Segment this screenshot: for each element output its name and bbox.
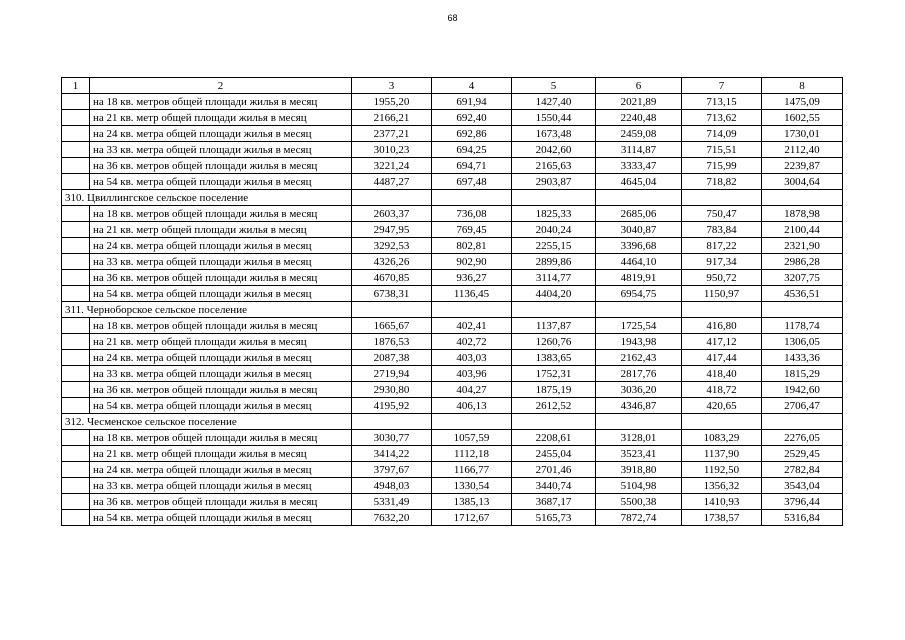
value-cell: 1306,05 (762, 334, 843, 350)
value-cell: 1602,55 (762, 110, 843, 126)
value-cell: 3128,01 (596, 430, 682, 446)
row-index-cell (62, 238, 90, 254)
value-cell: 2087,38 (352, 350, 432, 366)
column-header: 1 (62, 78, 90, 94)
value-cell: 3396,68 (596, 238, 682, 254)
table-row (62, 142, 843, 158)
value-cell: 715,99 (682, 158, 762, 174)
row-label: на 24 кв. метра общей площади жилья в месяц (90, 350, 352, 366)
value-cell: 4346,87 (596, 398, 682, 414)
value-cell: 694,71 (432, 158, 512, 174)
value-cell: 750,47 (682, 206, 762, 222)
row-label: на 21 кв. метр общей площади жилья в месяц (90, 222, 352, 238)
table-row (62, 430, 843, 446)
table-row (62, 510, 843, 526)
value-cell: 3004,64 (762, 174, 843, 190)
row-index-cell (62, 366, 90, 382)
table-row (62, 334, 843, 350)
value-cell: 1112,18 (432, 446, 512, 462)
row-index-cell (62, 494, 90, 510)
section-title: 312. Чесменское сельское поселение (62, 414, 352, 430)
value-cell: 1752,31 (512, 366, 596, 382)
value-cell: 2042,60 (512, 142, 596, 158)
row-label: на 18 кв. метров общей площади жилья в месяц (90, 318, 352, 334)
value-cell: 817,22 (682, 238, 762, 254)
value-cell: 5104,98 (596, 478, 682, 494)
row-label: на 24 кв. метра общей площади жилья в месяц (90, 238, 352, 254)
table-row (62, 206, 843, 222)
row-index-cell (62, 126, 90, 142)
value-cell: 1665,67 (352, 318, 432, 334)
value-cell: 1137,87 (512, 318, 596, 334)
value-cell: 917,34 (682, 254, 762, 270)
value-cell: 2701,46 (512, 462, 596, 478)
value-cell: 769,45 (432, 222, 512, 238)
section-row (62, 302, 843, 318)
table-row (62, 126, 843, 142)
empty-cell (682, 190, 762, 206)
value-cell: 1955,20 (352, 94, 432, 110)
row-index-cell (62, 222, 90, 238)
value-cell: 2782,84 (762, 462, 843, 478)
empty-cell (762, 302, 843, 318)
value-cell: 402,41 (432, 318, 512, 334)
value-cell: 7632,20 (352, 510, 432, 526)
value-cell: 1876,53 (352, 334, 432, 350)
value-cell: 3036,20 (596, 382, 682, 398)
value-cell: 3221,24 (352, 158, 432, 174)
row-index-cell (62, 158, 90, 174)
row-index-cell (62, 254, 90, 270)
empty-cell (352, 190, 432, 206)
value-cell: 692,40 (432, 110, 512, 126)
table-row (62, 366, 843, 382)
row-label: на 36 кв. метров общей площади жилья в месяц (90, 270, 352, 286)
value-cell: 1712,67 (432, 510, 512, 526)
empty-cell (432, 190, 512, 206)
value-cell: 4536,51 (762, 286, 843, 302)
column-header: 5 (512, 78, 596, 94)
table-row (62, 174, 843, 190)
value-cell: 418,72 (682, 382, 762, 398)
value-cell: 1730,01 (762, 126, 843, 142)
value-cell: 718,82 (682, 174, 762, 190)
value-cell: 1136,45 (432, 286, 512, 302)
empty-cell (682, 414, 762, 430)
table-row (62, 270, 843, 286)
row-index-cell (62, 398, 90, 414)
value-cell: 3440,74 (512, 478, 596, 494)
row-label: на 24 кв. метра общей площади жилья в месяц (90, 126, 352, 142)
table-row (62, 446, 843, 462)
empty-cell (596, 302, 682, 318)
value-cell: 4819,91 (596, 270, 682, 286)
value-cell: 4645,04 (596, 174, 682, 190)
value-cell: 1260,76 (512, 334, 596, 350)
row-label: на 24 кв. метра общей площади жилья в месяц (90, 462, 352, 478)
value-cell: 2459,08 (596, 126, 682, 142)
value-cell: 1150,97 (682, 286, 762, 302)
table-row (62, 254, 843, 270)
column-header: 7 (682, 78, 762, 94)
value-cell: 2529,45 (762, 446, 843, 462)
value-cell: 2455,04 (512, 446, 596, 462)
value-cell: 1166,77 (432, 462, 512, 478)
value-cell: 4948,03 (352, 478, 432, 494)
page-number: 68 (447, 13, 458, 23)
column-header-row (62, 78, 843, 94)
row-index-cell (62, 270, 90, 286)
value-cell: 2930,80 (352, 382, 432, 398)
column-header: 2 (90, 78, 352, 94)
value-cell: 406,13 (432, 398, 512, 414)
empty-cell (762, 190, 843, 206)
table-body (62, 78, 843, 526)
value-cell: 2719,94 (352, 366, 432, 382)
value-cell: 1878,98 (762, 206, 843, 222)
table-row (62, 158, 843, 174)
row-label: на 36 кв. метров общей площади жилья в месяц (90, 382, 352, 398)
value-cell: 1825,33 (512, 206, 596, 222)
value-cell: 3030,77 (352, 430, 432, 446)
value-cell: 2706,47 (762, 398, 843, 414)
row-index-cell (62, 430, 90, 446)
table-row (62, 286, 843, 302)
empty-cell (512, 190, 596, 206)
value-cell: 2377,21 (352, 126, 432, 142)
value-cell: 403,03 (432, 350, 512, 366)
row-index-cell (62, 174, 90, 190)
value-cell: 1875,19 (512, 382, 596, 398)
value-cell: 2166,21 (352, 110, 432, 126)
value-cell: 2240,48 (596, 110, 682, 126)
section-row (62, 190, 843, 206)
value-cell: 2239,87 (762, 158, 843, 174)
value-cell: 2162,43 (596, 350, 682, 366)
table-row (62, 350, 843, 366)
row-label: на 33 кв. метра общей площади жилья в месяц (90, 254, 352, 270)
value-cell: 3797,67 (352, 462, 432, 478)
section-title: 311. Черноборское сельское поселение (62, 302, 352, 318)
value-cell: 1943,98 (596, 334, 682, 350)
row-index-cell (62, 382, 90, 398)
value-cell: 6954,75 (596, 286, 682, 302)
value-cell: 2100,44 (762, 222, 843, 238)
column-header: 4 (432, 78, 512, 94)
value-cell: 2208,61 (512, 430, 596, 446)
row-label: на 54 кв. метра общей площади жилья в месяц (90, 510, 352, 526)
section-row (62, 414, 843, 430)
row-index-cell (62, 478, 90, 494)
value-cell: 3687,17 (512, 494, 596, 510)
row-index-cell (62, 286, 90, 302)
value-cell: 416,80 (682, 318, 762, 334)
empty-cell (596, 414, 682, 430)
row-label: на 36 кв. метров общей площади жилья в месяц (90, 494, 352, 510)
value-cell: 418,40 (682, 366, 762, 382)
value-cell: 936,27 (432, 270, 512, 286)
value-cell: 4326,26 (352, 254, 432, 270)
row-index-cell (62, 446, 90, 462)
value-cell: 3010,23 (352, 142, 432, 158)
row-label: на 54 кв. метра общей площади жилья в месяц (90, 174, 352, 190)
value-cell: 417,44 (682, 350, 762, 366)
value-cell: 1738,57 (682, 510, 762, 526)
table-row (62, 494, 843, 510)
value-cell: 2612,52 (512, 398, 596, 414)
value-cell: 1427,40 (512, 94, 596, 110)
row-label: на 21 кв. метр общей площади жилья в месяц (90, 110, 352, 126)
row-index-cell (62, 462, 90, 478)
value-cell: 4404,20 (512, 286, 596, 302)
row-index-cell (62, 142, 90, 158)
table-row (62, 478, 843, 494)
value-cell: 2817,76 (596, 366, 682, 382)
value-cell: 402,72 (432, 334, 512, 350)
value-cell: 2112,40 (762, 142, 843, 158)
value-cell: 1725,54 (596, 318, 682, 334)
value-cell: 1137,90 (682, 446, 762, 462)
value-cell: 697,48 (432, 174, 512, 190)
empty-cell (352, 302, 432, 318)
table-row (62, 382, 843, 398)
value-cell: 3292,53 (352, 238, 432, 254)
value-cell: 2986,28 (762, 254, 843, 270)
value-cell: 1057,59 (432, 430, 512, 446)
table-row (62, 238, 843, 254)
empty-cell (512, 414, 596, 430)
column-header: 6 (596, 78, 682, 94)
value-cell: 1083,29 (682, 430, 762, 446)
row-label: на 18 кв. метров общей площади жилья в месяц (90, 94, 352, 110)
empty-cell (432, 302, 512, 318)
row-index-cell (62, 350, 90, 366)
value-cell: 4195,92 (352, 398, 432, 414)
row-index-cell (62, 510, 90, 526)
value-cell: 1475,09 (762, 94, 843, 110)
row-index-cell (62, 206, 90, 222)
value-cell: 3796,44 (762, 494, 843, 510)
row-index-cell (62, 94, 90, 110)
value-cell: 1550,44 (512, 110, 596, 126)
value-cell: 1673,48 (512, 126, 596, 142)
value-cell: 5316,84 (762, 510, 843, 526)
value-cell: 1178,74 (762, 318, 843, 334)
table-row (62, 398, 843, 414)
value-cell: 1942,60 (762, 382, 843, 398)
row-label: на 21 кв. метр общей площади жилья в месяц (90, 446, 352, 462)
value-cell: 5331,49 (352, 494, 432, 510)
section-title: 310. Цвиллингское сельское поселение (62, 190, 352, 206)
value-cell: 713,62 (682, 110, 762, 126)
empty-cell (352, 414, 432, 430)
value-cell: 1356,32 (682, 478, 762, 494)
row-index-cell (62, 334, 90, 350)
value-cell: 2947,95 (352, 222, 432, 238)
empty-cell (762, 414, 843, 430)
empty-cell (682, 302, 762, 318)
value-cell: 902,90 (432, 254, 512, 270)
value-cell: 417,12 (682, 334, 762, 350)
value-cell: 802,81 (432, 238, 512, 254)
table-row (62, 462, 843, 478)
value-cell: 2685,06 (596, 206, 682, 222)
row-label: на 36 кв. метров общей площади жилья в месяц (90, 158, 352, 174)
value-cell: 404,27 (432, 382, 512, 398)
value-cell: 2899,86 (512, 254, 596, 270)
value-cell: 691,94 (432, 94, 512, 110)
value-cell: 2276,05 (762, 430, 843, 446)
value-cell: 3543,04 (762, 478, 843, 494)
value-cell: 2903,87 (512, 174, 596, 190)
rates-table (61, 77, 843, 526)
table-row (62, 94, 843, 110)
value-cell: 4487,27 (352, 174, 432, 190)
value-cell: 713,15 (682, 94, 762, 110)
table-row (62, 222, 843, 238)
row-label: на 33 кв. метра общей площади жилья в месяц (90, 478, 352, 494)
value-cell: 403,96 (432, 366, 512, 382)
row-index-cell (62, 110, 90, 126)
value-cell: 2040,24 (512, 222, 596, 238)
column-header: 3 (352, 78, 432, 94)
value-cell: 3040,87 (596, 222, 682, 238)
value-cell: 715,51 (682, 142, 762, 158)
value-cell: 7872,74 (596, 510, 682, 526)
value-cell: 3414,22 (352, 446, 432, 462)
row-label: на 54 кв. метра общей площади жилья в месяц (90, 398, 352, 414)
empty-cell (432, 414, 512, 430)
row-label: на 54 кв. метра общей площади жилья в месяц (90, 286, 352, 302)
value-cell: 420,65 (682, 398, 762, 414)
value-cell: 1383,65 (512, 350, 596, 366)
value-cell: 1410,93 (682, 494, 762, 510)
value-cell: 4670,85 (352, 270, 432, 286)
value-cell: 2321,90 (762, 238, 843, 254)
value-cell: 3333,47 (596, 158, 682, 174)
row-label: на 18 кв. метров общей площади жилья в месяц (90, 430, 352, 446)
value-cell: 694,25 (432, 142, 512, 158)
value-cell: 692,86 (432, 126, 512, 142)
value-cell: 5165,73 (512, 510, 596, 526)
value-cell: 1815,29 (762, 366, 843, 382)
row-label: на 21 кв. метр общей площади жилья в месяц (90, 334, 352, 350)
value-cell: 1330,54 (432, 478, 512, 494)
value-cell: 1433,36 (762, 350, 843, 366)
value-cell: 6738,31 (352, 286, 432, 302)
value-cell: 3114,77 (512, 270, 596, 286)
value-cell: 736,08 (432, 206, 512, 222)
value-cell: 3207,75 (762, 270, 843, 286)
column-header: 8 (762, 78, 843, 94)
empty-cell (512, 302, 596, 318)
value-cell: 1192,50 (682, 462, 762, 478)
row-label: на 33 кв. метра общей площади жилья в месяц (90, 142, 352, 158)
value-cell: 950,72 (682, 270, 762, 286)
value-cell: 4464,10 (596, 254, 682, 270)
row-label: на 18 кв. метров общей площади жилья в месяц (90, 206, 352, 222)
value-cell: 2255,15 (512, 238, 596, 254)
value-cell: 5500,38 (596, 494, 682, 510)
value-cell: 3918,80 (596, 462, 682, 478)
value-cell: 783,84 (682, 222, 762, 238)
value-cell: 3114,87 (596, 142, 682, 158)
row-index-cell (62, 318, 90, 334)
value-cell: 2021,89 (596, 94, 682, 110)
value-cell: 714,09 (682, 126, 762, 142)
value-cell: 1385,13 (432, 494, 512, 510)
table-row (62, 318, 843, 334)
table-row (62, 110, 843, 126)
value-cell: 2165,63 (512, 158, 596, 174)
value-cell: 2603,37 (352, 206, 432, 222)
value-cell: 3523,41 (596, 446, 682, 462)
row-label: на 33 кв. метра общей площади жилья в месяц (90, 366, 352, 382)
empty-cell (596, 190, 682, 206)
